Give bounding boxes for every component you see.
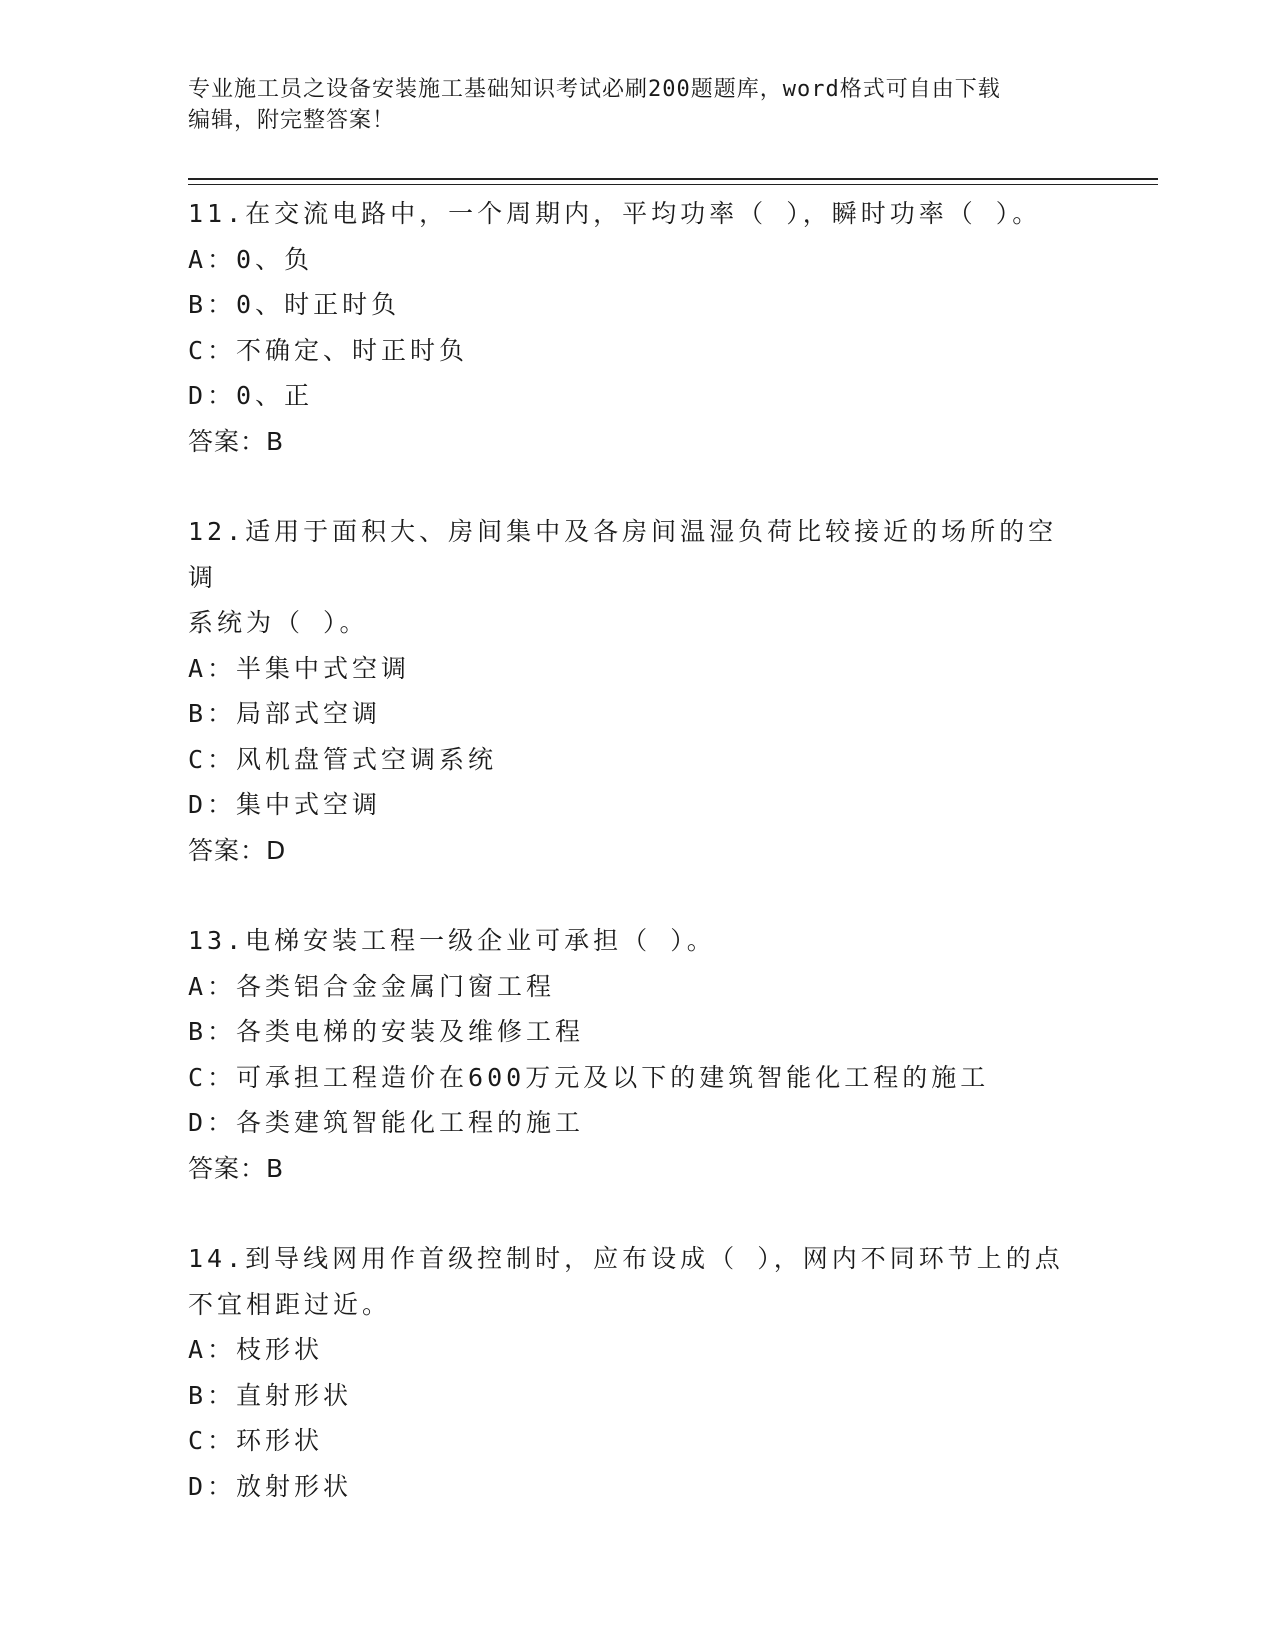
document-header	[188, 74, 1068, 136]
option-d: D：0、正	[188, 381, 314, 410]
option-d: D：放射形状	[188, 1471, 353, 1501]
question-stem: 11.在交流电路中，一个周期内，平均功率（ ），瞬时功率（ ）。	[188, 199, 1042, 228]
option-c: C：可承担工程造价在600万元及以下的建筑智能化工程的施工	[188, 1062, 990, 1092]
header-divider-thick	[188, 178, 1158, 180]
question-list	[188, 191, 1088, 1554]
question-14	[188, 1236, 1088, 1509]
option-b: B：局部式空调	[188, 699, 382, 728]
question-13	[188, 918, 1088, 1191]
question-stem-line-2: 不宜相距过近。	[188, 1289, 392, 1319]
question-stem: 13.电梯安装工程一级企业可承担（ ）。	[188, 926, 716, 955]
header-line-2: 编辑，附完整答案！	[188, 108, 396, 133]
option-a: A：半集中式空调	[188, 653, 411, 683]
option-b: B：0、时正时负	[188, 290, 401, 319]
option-b: B：直射形状	[188, 1380, 353, 1410]
answer-line: 答案：D	[188, 835, 287, 865]
option-a: A：各类铝合金金属门窗工程	[188, 971, 556, 1001]
question-stem-line-2: 系统为（ ）。	[188, 608, 369, 637]
option-c: C：环形状	[188, 1426, 324, 1455]
answer-line: 答案：B	[188, 1153, 285, 1183]
answer-line: 答案：B	[188, 426, 285, 456]
option-a: A：0、负	[188, 244, 314, 274]
question-stem-line-1: 14.到导线网用作首级控制时，应布设成（ ），网内不同环节上的点	[188, 1244, 1064, 1273]
header-line-1: 专业施工员之设备安装施工基础知识考试必刷200题题库，word格式可自由下载	[188, 77, 1001, 102]
option-c: C：不确定、时正时负	[188, 335, 469, 365]
option-c: C：风机盘管式空调系统	[188, 744, 498, 774]
option-d: D：各类建筑智能化工程的施工	[188, 1108, 585, 1137]
option-a: A：枝形状	[188, 1335, 324, 1364]
question-stem-line-1: 12.适用于面积大、房间集中及各房间温湿负荷比较接近的场所的空调	[188, 517, 1058, 592]
question-12	[188, 509, 1088, 873]
question-11	[188, 191, 1088, 464]
option-d: D：集中式空调	[188, 790, 382, 819]
header-divider-thin	[188, 184, 1158, 185]
option-b: B：各类电梯的安装及维修工程	[188, 1017, 585, 1046]
